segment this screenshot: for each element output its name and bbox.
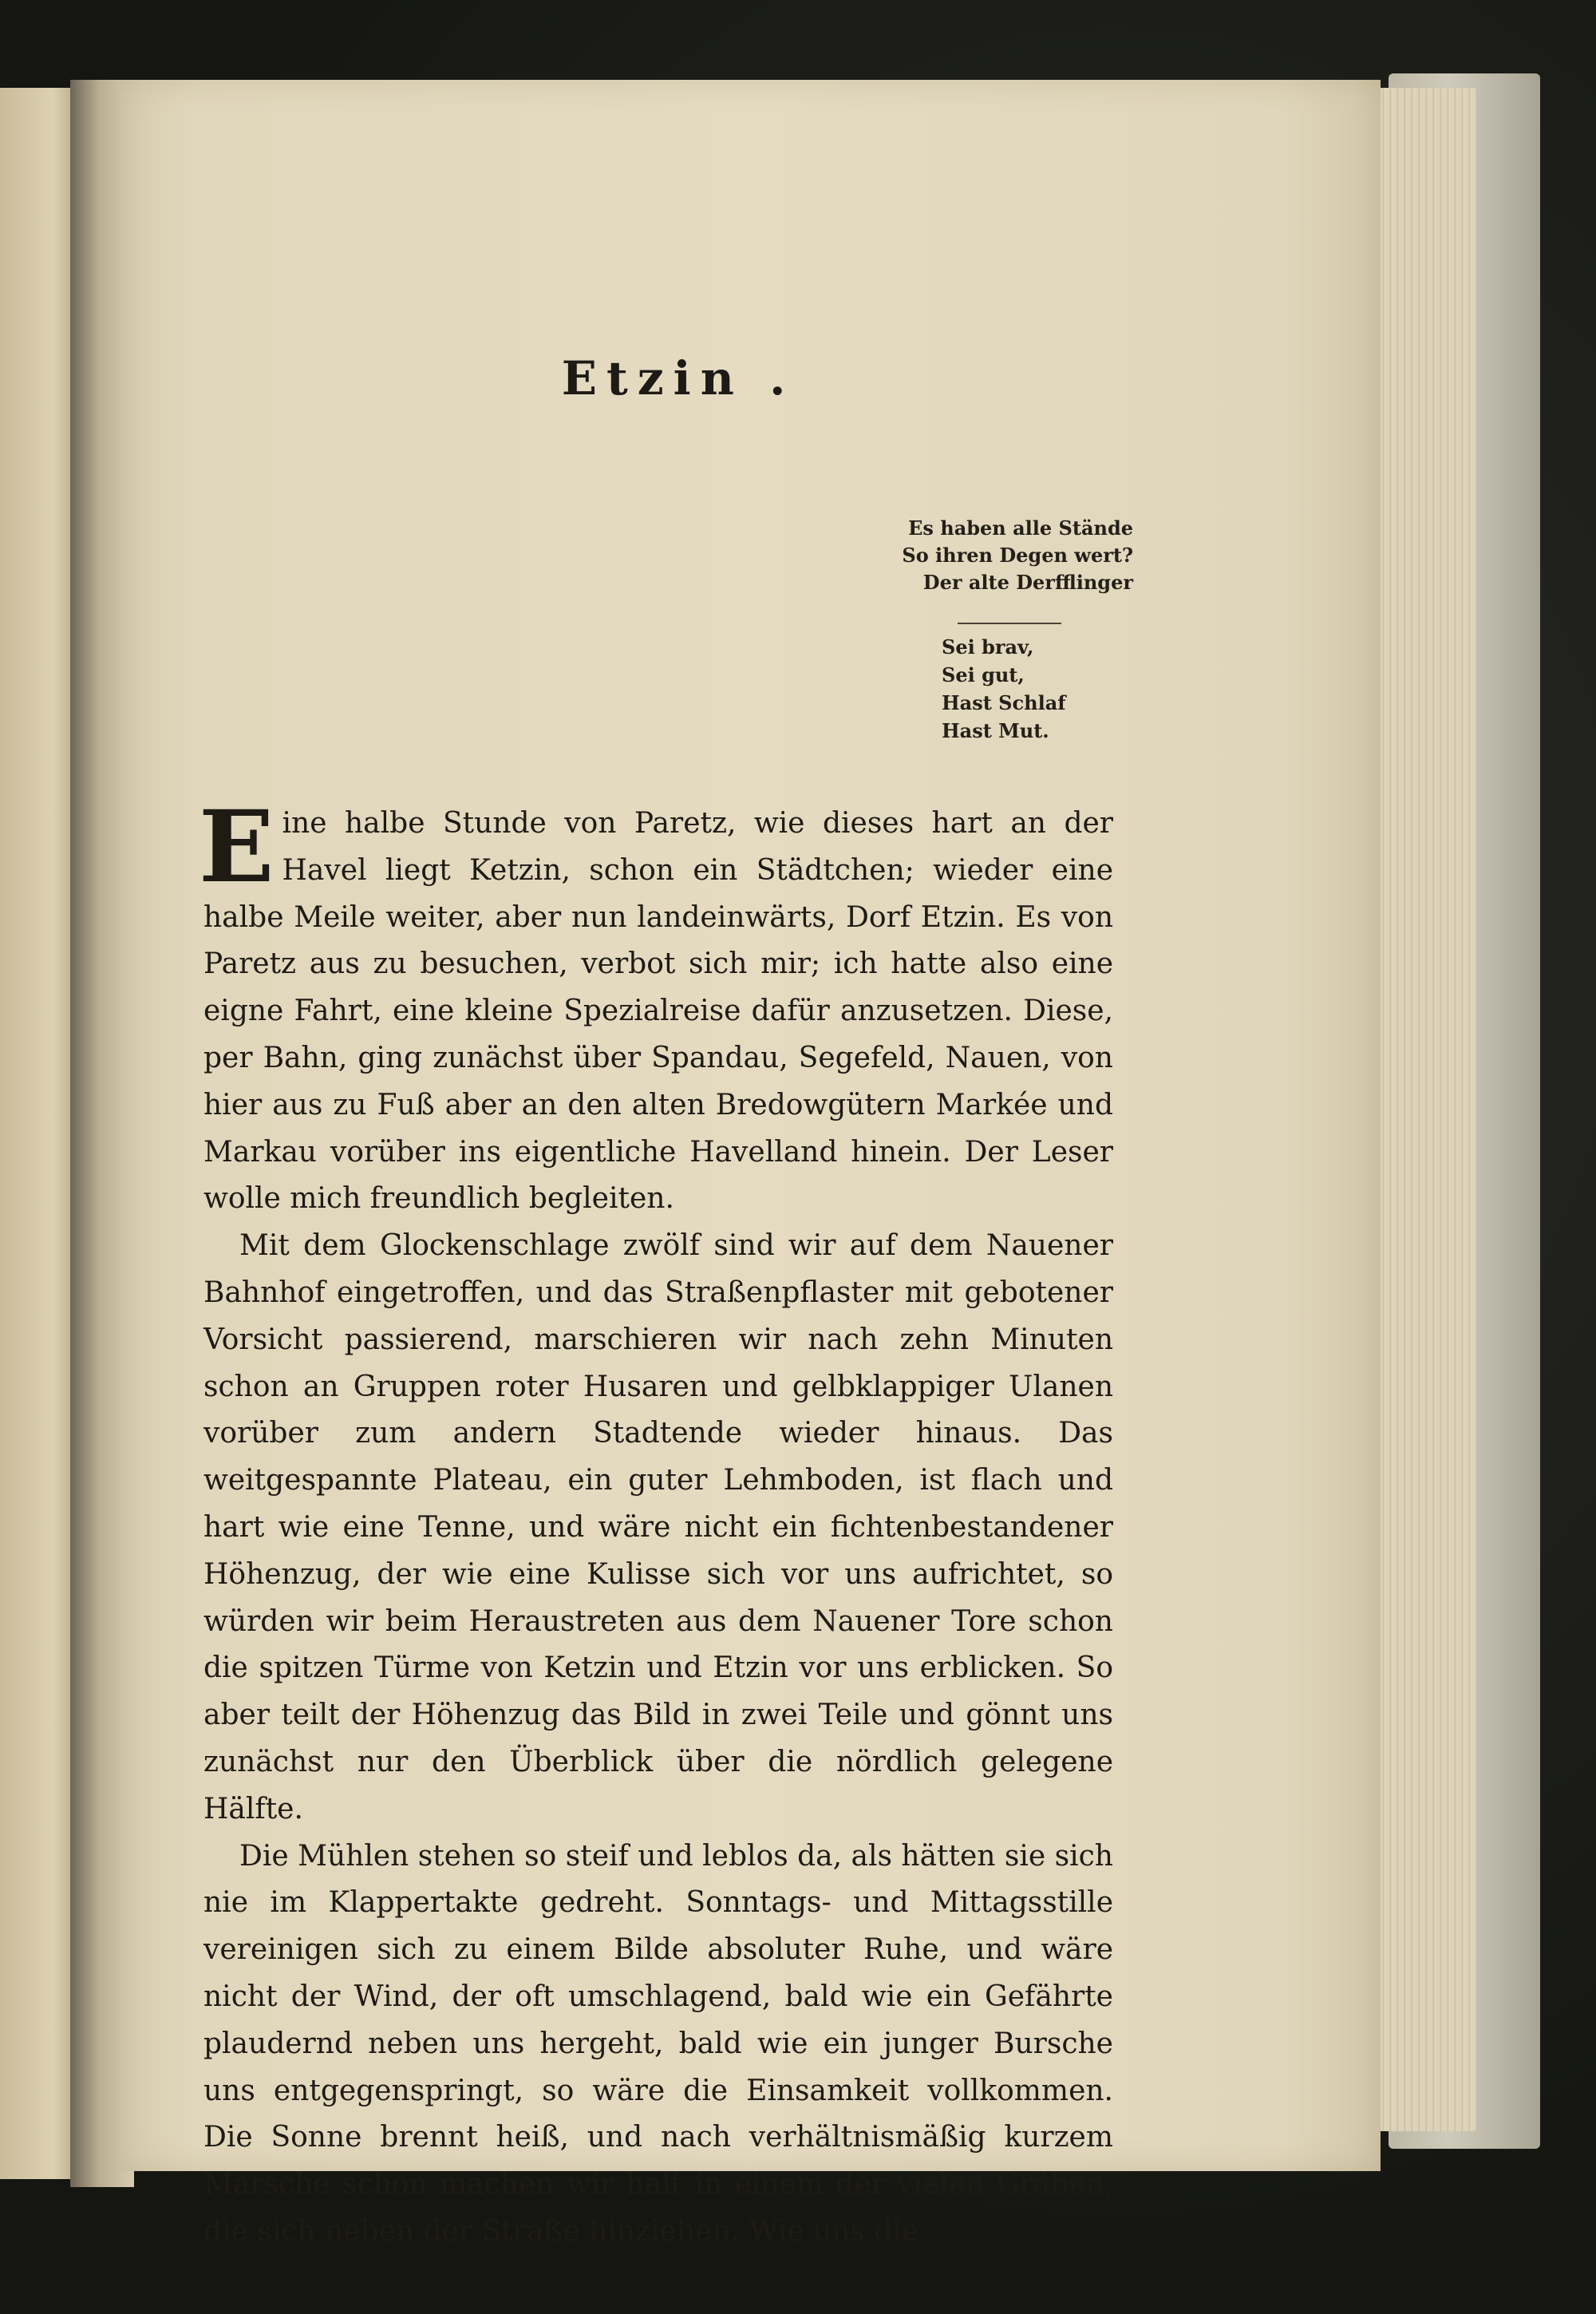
epigraph-line: Sei brav, xyxy=(942,635,1034,659)
epigraph-attribution: Der alte Derfflinger xyxy=(922,571,1133,594)
paragraph-3: Die Mühlen stehen so steif und leblos da, als hätten sie sich nie im Klappertakte gedreht. Sonntags- und Mittagsstille vereinigen sich zu einem Bilde absoluter Ruhe, und wäre nicht der Wind, der oft umschlagend, bald wie ein Gefährte plaudernd neben uns hergeht, bald wie ein junger Bursche uns entgegenspringt, so wäre die Einsamkeit vollkommen. Die Sonne brennt heiß, und nach verhältnismäßig kurzem Marsche schon machen wir halt in einem der vielen Gräben, die sich neben der Straße hinziehen. Wie uns die xyxy=(203,1839,1113,2248)
body-text xyxy=(199,789,1113,2256)
previous-page-edge xyxy=(0,88,76,2179)
paragraph-1 xyxy=(199,789,1113,1223)
paragraph-text: ine halbe Stunde von Paretz, wie dieses hart an der Havel liegt Ketzin, schon ein Städtchen; wieder eine halbe Meile weiter, aber nun landeinwärts, Dorf Etzin. Es von Paretz aus zu besuchen, verbot sich mir; ich hatte also eine eigne Fahrt, eine kleine Spezialreise dafür anzusetzen. Diese, per Bahn, ging zunächst über Spandau, Segefeld, Nauen, von hier aus zu Fuß aber an den alten Bredowgütern Markée und Markau vorüber ins eigentliche Havelland hinein. Der Leser wolle mich freundlich begleiten. xyxy=(203,807,1113,1216)
chapter-title: Etzin . xyxy=(561,351,796,405)
drop-cap: E xyxy=(199,789,275,905)
epigraph-line: So ihren Degen wert? xyxy=(902,544,1133,567)
epigraph-motto xyxy=(942,633,1149,745)
epigraph-derfflinger xyxy=(862,515,1133,596)
epigraph-line: Hast Schlaf xyxy=(942,691,1066,714)
epigraph-line: Sei gut, xyxy=(942,663,1025,686)
epigraph-line: Hast Mut. xyxy=(942,719,1049,742)
paragraph-2: Mit dem Glockenschlage zwölf sind wir auf dem Nauener Bahnhof eingetroffen, und das Straßenpflaster mit gebotener Vorsicht passierend, marschieren wir nach zehn Minuten schon an Gruppen roter Husaren und gelbklappiger Ulanen vorüber zum andern Stadtende wieder hinaus. Das weitgespannte Plateau, ein guter Lehmboden, ist flach und hart wie eine Tenne, und wäre nicht ein fichtenbestandener Höhenzug, der wie eine Kulisse sich vor uns aufrichtet, so würden wir beim Heraustreten aus dem Nauener Tore schon die spitzen Türme von Ketzin und Etzin vor uns erblicken. So aber teilt der Höhenzug das Bild in zwei Teile und gönnt uns zunächst nur den Überblick über die nördlich gelegene Hälfte. xyxy=(203,1229,1113,1825)
epigraph-line: Es haben alle Stände xyxy=(908,516,1133,540)
epigraph-divider xyxy=(958,623,1061,624)
